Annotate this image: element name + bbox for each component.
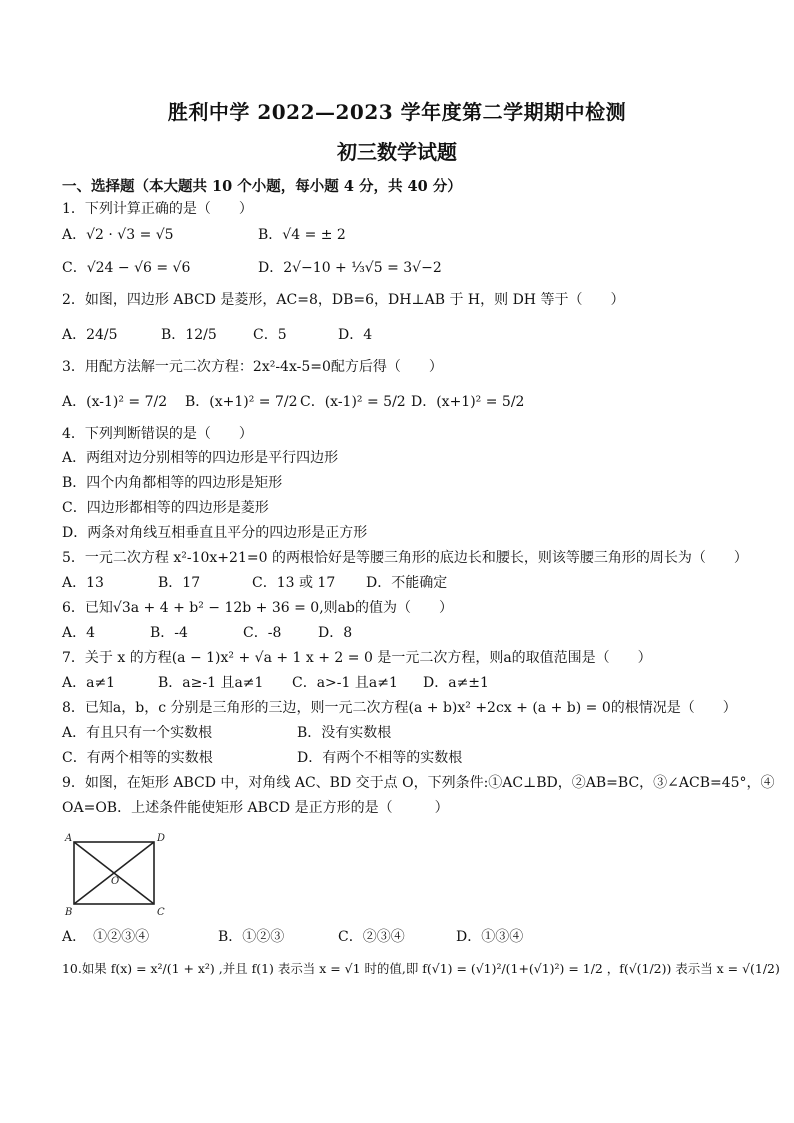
rectangle-abcd-figure <box>62 830 172 918</box>
question-5-option-a: A．13 <box>62 575 104 591</box>
question-5-option-d: D．不能确定 <box>366 575 448 591</box>
question-2-option-d: D．4 <box>338 327 373 343</box>
question-8-option-a: A．有且只有一个实数根 <box>62 725 213 741</box>
question-9-option-c: C．②③④ <box>338 929 405 945</box>
question-6-stem: 6．已知√3a + 4 + b² − 12b + 36 = 0,则ab的值为（ ） <box>62 600 453 616</box>
question-8-option-b: B．没有实数根 <box>297 725 392 741</box>
question-3-option-c: C．(x-1)² = 5/2 <box>300 394 406 410</box>
question-5-option-c: C．13 或 17 <box>252 575 336 591</box>
question-6-option-b: B．-4 <box>150 625 188 641</box>
question-2-stem: 2．如图，四边形 ABCD 是菱形，AC=8，DB=6，DH⊥AB 于 H，则 DH 等于（ ） <box>62 292 625 308</box>
question-1-option-d: D．2√−10 + ⅓√5 = 3√−2 <box>258 260 442 276</box>
question-3-option-d: D．(x+1)² = 5/2 <box>411 394 525 410</box>
question-9-option-b: B．①②③ <box>218 929 285 945</box>
question-1-option-c: C．√24 − √6 = √6 <box>62 260 191 276</box>
question-4-stem: 4．下列判断错误的是（ ） <box>62 426 253 442</box>
question-8-stem: 8．已知a，b，c 分别是三角形的三边，则一元二次方程(a + b)x² +2cx + (a + b) = 0的根情况是（ ） <box>62 700 737 716</box>
question-2-option-c: C．5 <box>253 327 287 343</box>
question-6-option-a: A．4 <box>62 625 96 641</box>
question-1-option-a: A．√2 · √3 = √5 <box>62 227 174 243</box>
question-9-stem: 9．如图，在矩形 ABCD 中，对角线 AC、BD 交于点 O，下列条件:①AC⊥BD，②AB=BC，③∠ACB=45°，④ <box>62 775 775 791</box>
question-8-option-d: D．有两个不相等的实数根 <box>297 750 463 766</box>
question-4-option-d: D．两条对角线互相垂直且平分的四边形是正方形 <box>62 525 368 541</box>
question-2-option-b: B．12/5 <box>161 327 217 343</box>
question-1-stem: 1．下列计算正确的是（ ） <box>62 201 253 217</box>
question-7-option-d: D．a≠±1 <box>423 675 489 691</box>
question-6-option-d: D．8 <box>318 625 353 641</box>
question-9-stem-continued: OA=OB．上述条件能使矩形 ABCD 是正方形的是（ ） <box>62 800 449 816</box>
question-6-option-c: C．-8 <box>243 625 282 641</box>
question-5-option-b: B．17 <box>158 575 201 591</box>
question-3-stem: 3．用配方法解一元二次方程：2x²-4x-5=0配方后得（ ） <box>62 359 443 375</box>
label-a: A <box>65 833 73 844</box>
question-3-option-a: A．(x-1)² = 7/2 <box>62 394 168 410</box>
label-b: B <box>65 907 73 918</box>
question-10-stem: 10.如果 f(x) = x²/(1 + x²) ,并且 f(1) 表示当 x = √1 时的值,即 f(√1) = (√1)²/(1+(√1)²) = 1/2 ，f(√(1/2)) 表示当 x = √(1/2) <box>62 961 780 976</box>
question-7-option-c: C．a>-1 且a≠1 <box>292 675 398 691</box>
question-8-option-c: C．有两个相等的实数根 <box>62 750 213 766</box>
question-1-option-b: B．√4 = ± 2 <box>258 227 346 243</box>
question-4-option-c: C．四边形都相等的四边形是菱形 <box>62 500 269 516</box>
question-4-option-a: A．两组对边分别相等的四边形是平行四边形 <box>62 450 339 466</box>
label-d: D <box>157 833 166 844</box>
question-5-stem: 5．一元二次方程 x²-10x+21=0 的两根恰好是等腰三角形的底边长和腰长，则该等腰三角形的周长为（ ） <box>62 550 748 566</box>
exam-title: 胜利中学 2022—2023 学年度第二学期期中检测 <box>167 100 627 124</box>
exam-subtitle: 初三数学试题 <box>337 140 457 164</box>
question-9-option-a: A． ①②③④ <box>62 929 150 945</box>
question-7-option-a: A．a≠1 <box>62 675 116 691</box>
question-3-option-b: B．(x+1)² = 7/2 <box>185 394 298 410</box>
label-o: O <box>111 876 120 887</box>
question-2-option-a: A．24/5 <box>62 327 118 343</box>
question-7-stem: 7．关于 x 的方程(a − 1)x² + √a + 1 x + 2 = 0 是一元二次方程，则a的取值范围是（ ） <box>62 650 652 666</box>
section-heading: 一、选择题（本大题共 10 个小题，每小题 4 分，共 40 分） <box>62 178 462 195</box>
question-4-option-b: B．四个内角都相等的四边形是矩形 <box>62 475 283 491</box>
question-7-option-b: B．a≥-1 且a≠1 <box>158 675 264 691</box>
label-c: C <box>157 907 165 918</box>
question-9-option-d: D．①③④ <box>456 929 524 945</box>
